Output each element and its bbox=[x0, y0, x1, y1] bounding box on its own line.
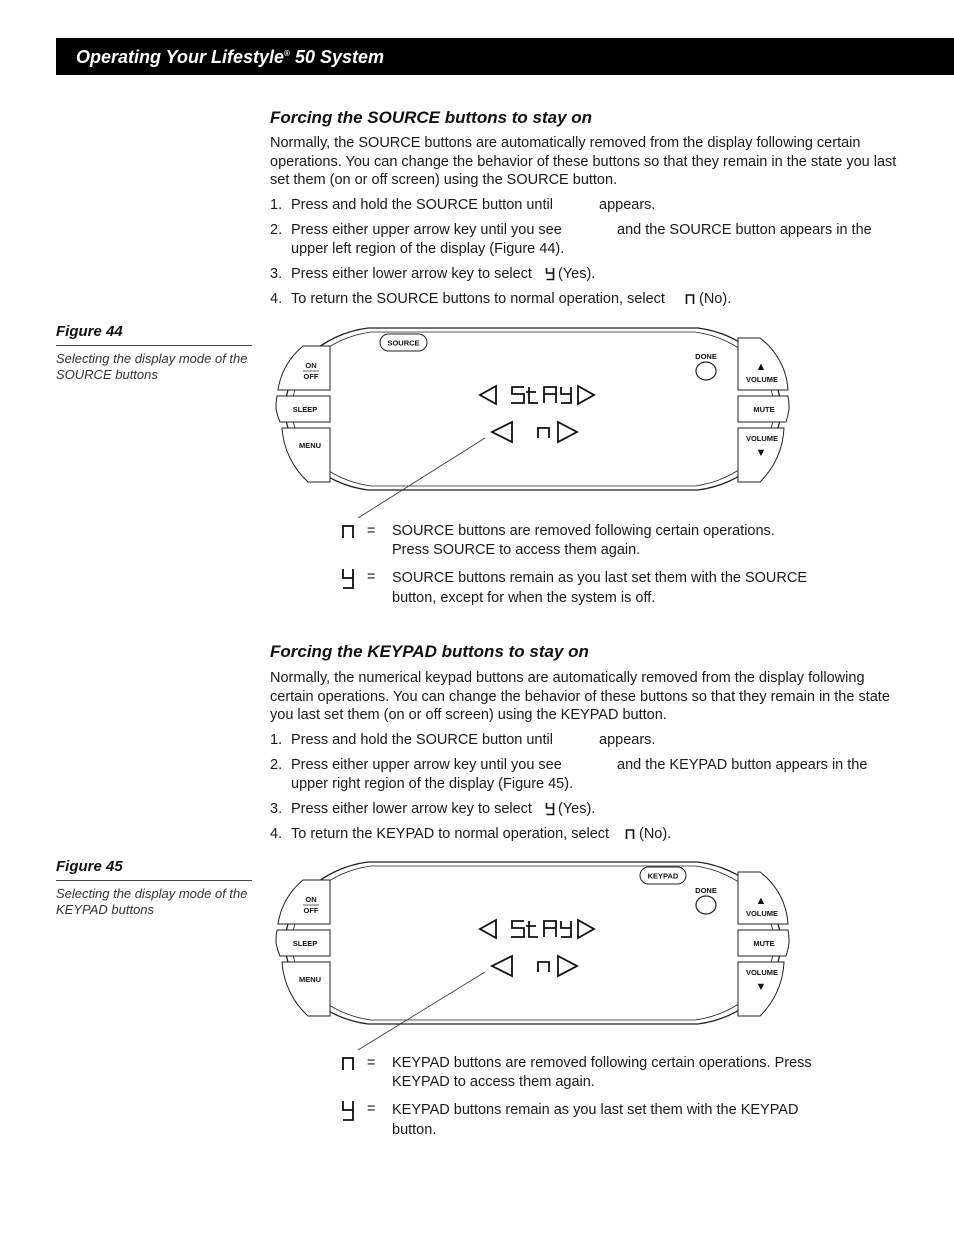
lcd-y-glyph bbox=[561, 921, 571, 937]
lcd-t-glyph bbox=[526, 921, 538, 937]
lcd-option-readout bbox=[492, 956, 577, 976]
figure-45-label: Figure 45 bbox=[56, 858, 252, 881]
lcd-a-glyph bbox=[544, 387, 556, 403]
svg-text:SLEEP: SLEEP bbox=[292, 939, 318, 948]
lcd-n-icon bbox=[685, 293, 695, 305]
lcd-right-arrow-icon bbox=[558, 422, 577, 442]
on-off-button[interactable] bbox=[278, 346, 330, 390]
mute-button[interactable] bbox=[738, 396, 789, 422]
section-title-source: Forcing the SOURCE buttons to stay on bbox=[270, 108, 593, 127]
down-arrow-icon: ▼ bbox=[755, 981, 767, 993]
lcd-t-glyph bbox=[526, 387, 538, 403]
down-arrow-icon: ▼ bbox=[755, 447, 767, 459]
figure-44-label: Figure 44 bbox=[56, 323, 252, 346]
callout-line bbox=[358, 438, 485, 518]
lcd-left-arrow-icon bbox=[480, 386, 496, 404]
svg-text:OFF: OFF bbox=[303, 372, 319, 381]
lcd-y-icon bbox=[340, 1100, 356, 1122]
up-arrow-icon: ▲ bbox=[755, 361, 767, 373]
lcd-y-glyph bbox=[561, 387, 571, 403]
lcd-option-readout bbox=[492, 422, 577, 442]
svg-text:ON: ON bbox=[305, 361, 317, 370]
svg-text:VOLUME: VOLUME bbox=[745, 909, 779, 918]
volume-up-button[interactable] bbox=[738, 338, 788, 390]
section-title-keypad: Forcing the KEYPAD buttons to stay on bbox=[270, 642, 589, 661]
lcd-s-glyph bbox=[511, 387, 524, 403]
page-header bbox=[56, 38, 954, 75]
lcd-y-icon bbox=[545, 802, 555, 816]
lcd-left-arrow-icon bbox=[492, 422, 512, 442]
up-arrow-icon: ▲ bbox=[755, 895, 767, 907]
sleep-button[interactable] bbox=[276, 930, 330, 956]
svg-text:OFF: OFF bbox=[303, 906, 319, 915]
lcd-n-icon bbox=[340, 1055, 356, 1071]
on-off-button[interactable] bbox=[278, 880, 330, 924]
svg-text:SOURCE: SOURCE bbox=[387, 338, 420, 348]
svg-text:SLEEP: SLEEP bbox=[292, 405, 318, 414]
svg-text:MENU: MENU bbox=[298, 441, 322, 450]
mute-button[interactable] bbox=[738, 930, 789, 956]
lcd-right-arrow-icon bbox=[558, 956, 577, 976]
svg-text:DONE: DONE bbox=[695, 886, 717, 895]
lcd-left-arrow-icon bbox=[492, 956, 512, 976]
keypad-button[interactable] bbox=[640, 867, 686, 884]
source-button[interactable] bbox=[380, 334, 427, 351]
menu-button[interactable] bbox=[282, 428, 330, 482]
lcd-stay-readout bbox=[480, 386, 594, 404]
lcd-n-glyph bbox=[538, 428, 549, 438]
page-title: Operating Your Lifestyle® 50 System bbox=[76, 47, 385, 67]
volume-down-button[interactable] bbox=[738, 962, 784, 1016]
section-intro-keypad: Normally, the numerical keypad buttons are automatically removed from the display following certain operations. You can change the behavior of these buttons so that they remain in the state you last set them (on or off screen) using the KEYPAD button. bbox=[270, 670, 890, 724]
done-button[interactable] bbox=[695, 886, 717, 914]
svg-text:VOLUME: VOLUME bbox=[745, 968, 779, 977]
callout-line bbox=[358, 972, 485, 1050]
lcd-s-glyph bbox=[511, 921, 524, 937]
lcd-stay-readout bbox=[480, 920, 594, 938]
svg-text:MUTE: MUTE bbox=[753, 939, 775, 948]
svg-text:MENU: MENU bbox=[298, 975, 322, 984]
sleep-button[interactable] bbox=[276, 396, 330, 422]
figure-44-caption: Selecting the display mode of the SOURCE buttons bbox=[56, 351, 248, 382]
svg-text:MUTE: MUTE bbox=[753, 405, 775, 414]
svg-text:ON: ON bbox=[305, 895, 317, 904]
remote-display-figure-45 bbox=[268, 860, 798, 1055]
lcd-n-icon bbox=[625, 828, 635, 840]
menu-button[interactable] bbox=[282, 962, 330, 1016]
section-intro-source: Normally, the SOURCE buttons are automatically removed from the display following certain operations. You can change the behavior of these buttons so that they remain in the state you last set them (on or off screen) using the SOURCE button. bbox=[270, 135, 897, 189]
volume-down-button[interactable] bbox=[738, 428, 784, 482]
lcd-right-arrow-icon bbox=[578, 386, 594, 404]
lcd-n-glyph bbox=[538, 962, 549, 972]
svg-text:DONE: DONE bbox=[695, 352, 717, 361]
lcd-y-icon bbox=[545, 267, 555, 281]
lcd-n-icon bbox=[340, 523, 356, 539]
done-button[interactable] bbox=[695, 352, 717, 380]
lcd-left-arrow-icon bbox=[480, 920, 496, 938]
lcd-y-icon bbox=[340, 568, 356, 590]
svg-text:VOLUME: VOLUME bbox=[745, 375, 779, 384]
lcd-right-arrow-icon bbox=[578, 920, 594, 938]
svg-text:VOLUME: VOLUME bbox=[745, 434, 779, 443]
figure-45-caption: Selecting the display mode of the KEYPAD buttons bbox=[56, 886, 248, 917]
lcd-a-glyph bbox=[544, 921, 556, 937]
svg-text:KEYPAD: KEYPAD bbox=[647, 871, 679, 881]
volume-up-button[interactable] bbox=[738, 872, 788, 924]
remote-display-figure-44 bbox=[268, 326, 798, 521]
